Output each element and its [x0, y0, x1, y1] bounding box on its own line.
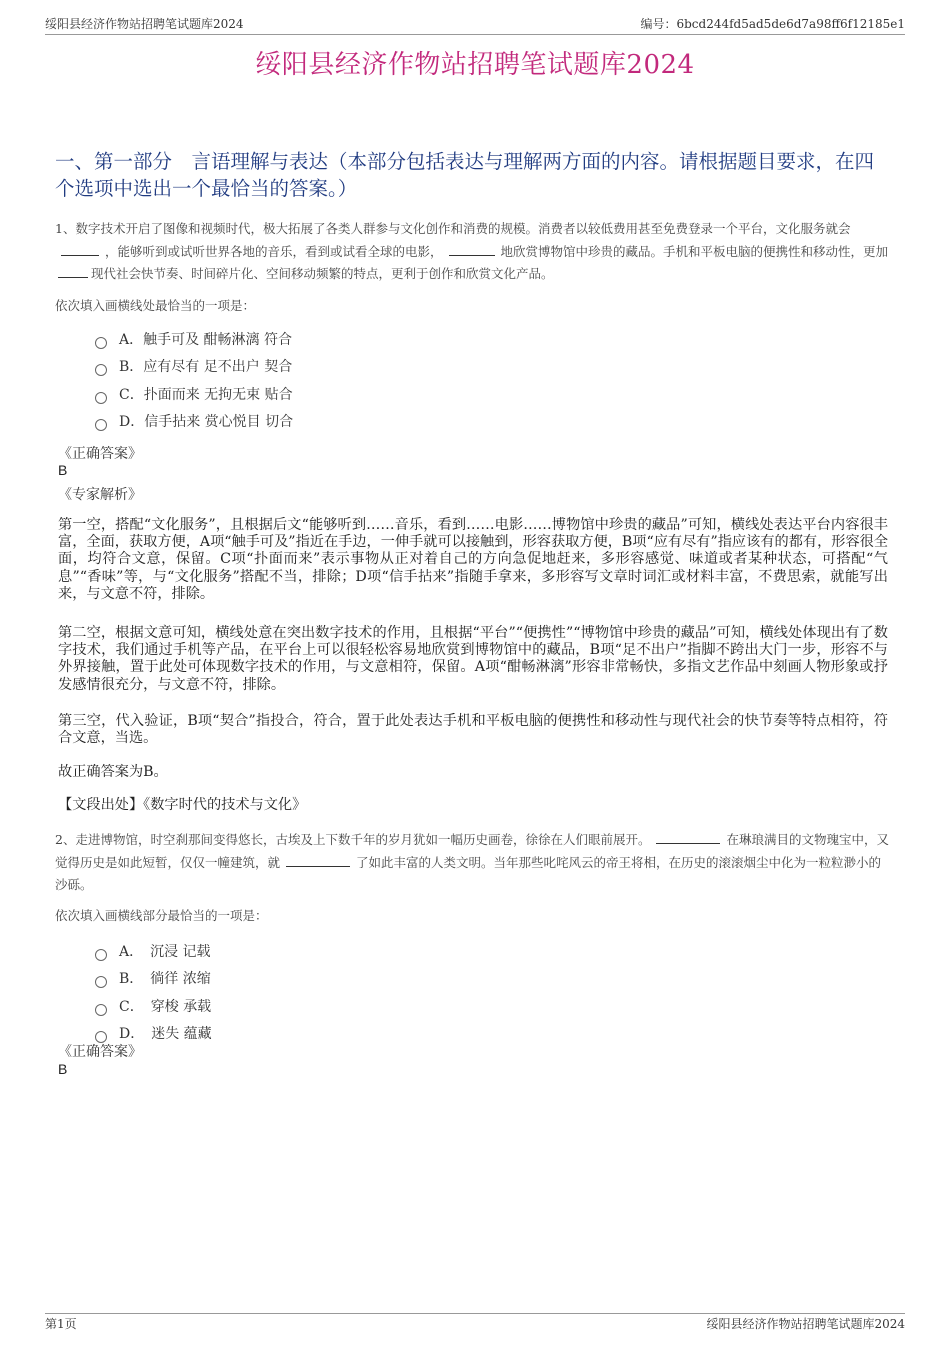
option-label: A．触手可及 酣畅淋漓 符合: [119, 331, 293, 348]
option-label: B．应有尽有 足不出户 契合: [119, 359, 293, 376]
option-b[interactable]: [95, 965, 212, 993]
radio-icon[interactable]: [95, 419, 107, 431]
option-c[interactable]: [95, 992, 212, 1020]
radio-icon[interactable]: [95, 1004, 107, 1016]
analysis-paragraph-3: 第三空，代入验证，B项“契合”指投合，符合，置于此处表达手机和平板电脑的便携性和移动性与现代社会的快节奏等特点相符，符合文意，当选。: [58, 713, 888, 747]
answer-tag: 《正确答案》: [58, 446, 142, 462]
radio-icon[interactable]: [95, 949, 107, 961]
radio-icon[interactable]: [95, 976, 107, 988]
option-label: A． 沉浸 记载: [119, 943, 211, 960]
question-2-options: [95, 937, 212, 1047]
option-c[interactable]: [95, 380, 293, 408]
analysis-paragraph-1: 第一空，搭配“文化服务”，且根据后文“能够听到……音乐，看到……电影……博物馆中珍贵的藏品”可知，横线处表达平台内容很丰富，全面，获取方便，A项“触手可及”指近在手边，一伸手就可以接触到，形容获取方便，B项“应有尽有”指应该有的都有，形容很全面，均符合文意，保留。C项“扑面而来”表示事物从正对着自己的方向急促地赶来，多形容感觉、味道或者某种状态，可搭配“气息”“香味”等，与“文化服务”搭配不当，排除；D项“信手拈来”指随手拿来，多形容写文章时词汇或材料丰富，不费思索，就能写出来，与文意不符，排除。: [58, 517, 889, 602]
analysis-paragraph-2: 第二空，根据文意可知，横线处意在突出数字技术的作用，且根据“平台”“便携性”“博物馆中珍贵的藏品”可知，横线处体现出有了数字技术，我们通过手机等产品，在平台上可以很轻松容易地欣赏到博物馆中的藏品，B项“足不出户”指脚不跨出大门一步，形容不与外界接触，置于此处可体现数字技术的作用，与文意相符，保留。A项“酣畅淋漓”形容非常畅快，多指文艺作品中刻画人物形象或抒发感情很充分，与文意不符，排除。: [58, 625, 888, 693]
q1-text-part1: 1、数字技术开启了图像和视频时代，极大拓展了各类人群参与文化创作和消费的规模。消费者以较低费用甚至免费登录一个平台，文化服务就会: [55, 221, 851, 236]
q2-text-part2: 在琳琅满目的文物瑰宝中，又觉得历史是如此短暂，仅仅一幢建筑，就: [55, 832, 889, 870]
question-2-prompt: 依次填入画横线部分最恰当的一项是：: [55, 908, 268, 923]
q2-text-part1: 2、走进博物馆，时空刹那间变得悠长，古埃及上下数千年的岁月犹如一幅历史画卷，徐徐在人们眼前展开。: [55, 832, 651, 847]
blank-2: [286, 854, 350, 867]
analysis-tag: 《专家解析》: [58, 487, 142, 503]
option-label: C． 穿梭 承载: [119, 998, 212, 1015]
blank-3: [58, 265, 88, 278]
option-b[interactable]: [95, 353, 293, 381]
option-d[interactable]: [95, 408, 293, 436]
question-2-stem: [55, 829, 892, 897]
q1-text-part2: ，能够听到或试听世界各地的音乐，看到或试看全球的电影，: [105, 243, 443, 259]
page-footer: [45, 1313, 905, 1332]
option-label: B． 徜徉 浓缩: [119, 971, 211, 988]
blank-2: [449, 243, 495, 256]
q1-text-part4: 现代社会快节奏、时间碎片化、空间移动频繁的特点，更利于创作和欣赏文化产品。: [91, 266, 554, 281]
page-header: [45, 14, 905, 35]
page-number: 第1页: [45, 1317, 77, 1331]
blank-1: [656, 831, 720, 844]
question-1-stem: [55, 218, 892, 286]
answer-tag: 《正确答案》: [58, 1044, 142, 1060]
option-label: D． 迷失 蕴藏: [119, 1026, 212, 1043]
question-1-prompt: 依次填入画横线处最恰当的一项是：: [55, 298, 256, 313]
header-doc-id: 编号：6bcd244fd5ad5de6d7a98ff6f12185e1: [640, 17, 905, 31]
option-label: D．信手拈来 赏心悦目 切合: [119, 414, 294, 431]
page-title: 绥阳县经济作物站招聘笔试题库2024: [255, 50, 695, 80]
option-a[interactable]: [95, 937, 212, 965]
radio-icon[interactable]: [95, 364, 107, 376]
correct-answer: B: [58, 462, 68, 478]
source-citation: 【文段出处】《数字时代的技术与文化》: [58, 797, 307, 813]
q1-text-part3: 地欣赏博物馆中珍贵的藏品。手机和平板电脑的便携性和移动性，更加: [500, 243, 889, 259]
section-heading: 一、第一部分 言语理解与表达（本部分包括表达与理解两方面的内容。请根据题目要求，在四个选项中选出一个最恰当的答案。）: [55, 150, 875, 200]
option-label: C．扑面而来 无拘无束 贴合: [119, 386, 293, 403]
blank-1: [61, 243, 99, 256]
footer-doc-title: 绥阳县经济作物站招聘笔试题库2024: [706, 1317, 905, 1331]
question-1-options: [95, 325, 293, 435]
option-a[interactable]: [95, 325, 293, 353]
radio-icon[interactable]: [95, 337, 107, 349]
correct-answer: B: [58, 1061, 68, 1077]
analysis-conclusion: 故正确答案为B。: [58, 764, 168, 780]
radio-icon[interactable]: [95, 392, 107, 404]
header-doc-title: 绥阳县经济作物站招聘笔试题库2024: [45, 17, 244, 31]
q2-text-part3: 了如此丰富的人类文明。当年那些叱咤风云的帝王将相，在历史的滚滚烟尘中化为一粒粒渺小的沙砾。: [55, 854, 882, 892]
